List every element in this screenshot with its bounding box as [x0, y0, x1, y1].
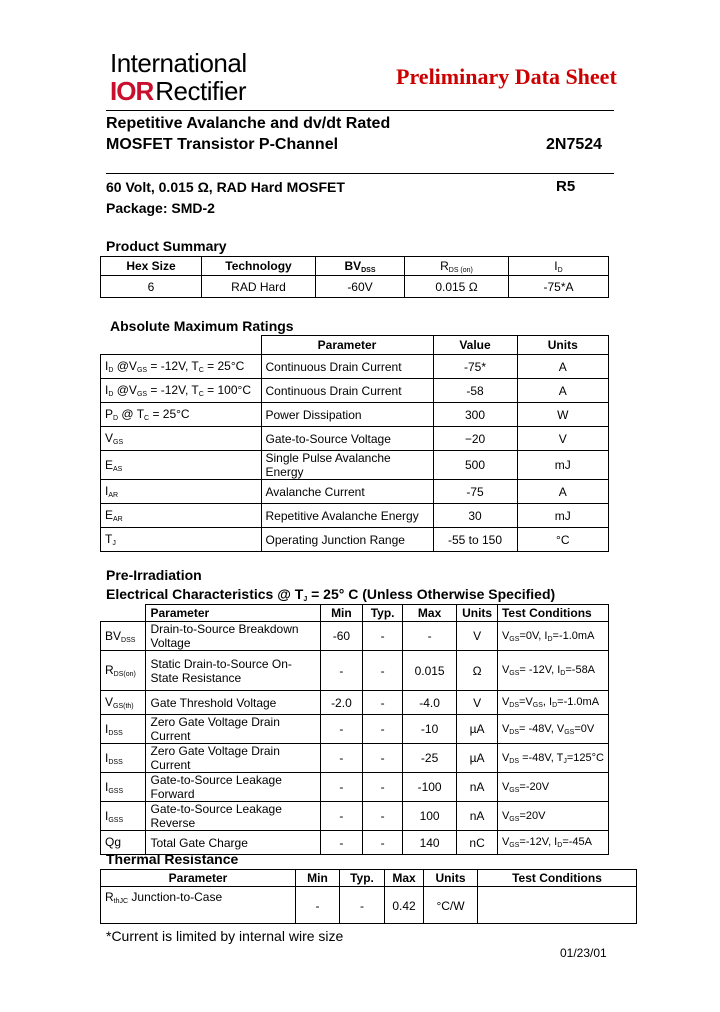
table-cell: °C/W: [424, 887, 478, 924]
symbol: V: [105, 695, 114, 709]
column-header: Test Conditions: [497, 605, 608, 622]
symbol: T: [105, 532, 113, 546]
column-header: Typ.: [340, 870, 385, 887]
divider: [106, 173, 614, 174]
symbol-subscript: D: [108, 391, 114, 398]
condition-text: =20V: [519, 809, 546, 822]
symbol: R: [105, 663, 114, 677]
parameter-cell: Gate-to-Source Leakage Reverse: [146, 802, 320, 831]
spec-line: 60 Volt, 0.015 Ω, RAD Hard MOSFET: [106, 179, 345, 195]
max-cell: -4.0: [402, 691, 456, 715]
condition-symbol: V: [501, 696, 510, 708]
parameter-cell: Gate-to-Source Leakage Forward: [146, 773, 320, 802]
symbol: I: [105, 359, 109, 373]
value-cell: 30: [433, 504, 517, 528]
table-cell: -75*A: [509, 276, 609, 298]
table-row: [101, 744, 609, 773]
table-cell: 0.015 Ω: [405, 276, 509, 298]
condition-subscript: GS: [509, 842, 520, 849]
symbol-cell: [101, 504, 262, 528]
pre-irradiation-heading: Pre-Irradiation: [106, 567, 202, 583]
column-header: Units: [457, 605, 498, 622]
table-header-row: [101, 605, 609, 622]
units-cell: nA: [457, 802, 498, 831]
condition-text: =-20V: [519, 780, 550, 793]
parameter-cell: Static Drain-to-Source On-State Resistance: [146, 651, 320, 691]
condition: = -12V, T: [147, 359, 199, 373]
test-conditions-cell: [497, 691, 608, 715]
divider: [106, 110, 614, 111]
table-row: [101, 691, 609, 715]
symbol: BV: [105, 628, 122, 643]
parameter-cell: Continuous Drain Current: [261, 379, 433, 403]
table-row: [101, 379, 609, 403]
condition-symbol: V: [501, 809, 510, 822]
condition-subscript: C: [144, 415, 150, 422]
symbol-subscript: D: [113, 415, 119, 422]
condition-subscript: GS: [509, 635, 520, 643]
condition-symbol: V: [501, 629, 510, 642]
company-logo-line2: [110, 76, 246, 107]
table-cell: RAD Hard: [202, 276, 316, 298]
table-row: [101, 715, 609, 744]
table-row: [101, 622, 609, 651]
symbol: P: [105, 407, 114, 421]
units-cell: V: [517, 427, 609, 451]
condition-subscript: C: [198, 391, 204, 398]
units-cell: V: [457, 691, 498, 715]
symbol-cell: [101, 427, 262, 451]
condition-text: =0V, I: [519, 629, 548, 642]
symbol: I: [105, 779, 109, 794]
max-cell: -: [402, 622, 456, 651]
condition-subscript: GS: [509, 786, 520, 794]
table-cell: -: [340, 887, 385, 924]
column-header: Value: [433, 336, 517, 355]
column-header: $R_{DS (on)}$: [405, 257, 509, 276]
column-header: Hex Size: [101, 257, 202, 276]
value-cell: -75*: [433, 355, 517, 379]
units-cell: µA: [457, 744, 498, 773]
symbol-subscript: AR: [108, 492, 119, 499]
parameter-cell: Continuous Drain Current: [261, 355, 433, 379]
condition-symbol: V: [501, 722, 510, 735]
units-cell: V: [457, 622, 498, 651]
table-row: [101, 802, 609, 831]
table-header-row: [101, 870, 637, 887]
ior-logo-mark: IOR: [110, 76, 154, 106]
symbol-cell: [101, 379, 262, 403]
max-cell: -10: [402, 715, 456, 744]
condition-text: =-12V, I: [519, 836, 558, 848]
symbol-cell: [101, 451, 262, 480]
symbol-cell: [101, 715, 146, 744]
condition-text: =-58A: [565, 664, 596, 676]
table-header-row: [101, 336, 609, 355]
parameter-cell: Zero Gate Voltage Drain Current: [146, 744, 320, 773]
condition: = 100°C: [203, 383, 251, 397]
parameter-cell: Power Dissipation: [261, 403, 433, 427]
abs-max-table: [100, 335, 609, 552]
symbol: I: [105, 808, 109, 823]
column-header: Typ.: [363, 605, 403, 622]
parameter-cell: Single Pulse Avalanche Energy: [261, 451, 433, 480]
revision: R5: [556, 178, 576, 195]
typ-cell: -: [363, 622, 403, 651]
test-conditions-cell: [497, 715, 608, 744]
value-cell: -58: [433, 379, 517, 403]
parameter-cell: Drain-to-Source Breakdown Voltage: [146, 622, 320, 651]
table-row: [101, 355, 609, 379]
value-cell: -55 to 150: [433, 528, 517, 552]
symbol: E: [105, 457, 114, 472]
condition-text: =V: [519, 696, 533, 708]
table-cell: -: [296, 887, 340, 924]
column-header: Parameter: [261, 336, 433, 355]
value-cell: 300: [433, 403, 517, 427]
elec-char-heading: Electrical Characteristics @ $T_J = 25^\circ$ C (Unless Otherwise Specified): [106, 586, 556, 603]
table-header-row: [101, 257, 609, 276]
units-cell: °C: [517, 528, 609, 552]
table-cell: $R_{thJC}$ Junction-to-Case: [101, 887, 296, 924]
parameter-cell: Gate-to-Source Voltage: [261, 427, 433, 451]
typ-cell: -: [363, 773, 403, 802]
condition-text: = -12V, I: [519, 664, 561, 676]
condition-subscript: GS: [136, 367, 148, 374]
column-header: Parameter: [101, 870, 296, 887]
min-cell: -: [320, 802, 363, 831]
symbol-subscript: GS: [113, 439, 124, 446]
condition-subscript: DS: [509, 757, 520, 765]
condition-subscript: DS: [509, 702, 520, 709]
parameter-cell: Operating Junction Range: [261, 528, 433, 552]
condition-subscript: GS: [509, 670, 520, 677]
symbol-subscript: D: [108, 367, 114, 374]
footnote: *Current is limited by internal wire size: [106, 928, 344, 944]
table-cell: 0.42: [385, 887, 424, 924]
table-cell: 6: [101, 276, 202, 298]
symbol-subscript: AR: [113, 516, 123, 523]
units-cell: W: [517, 403, 609, 427]
parameter-cell: Zero Gate Voltage Drain Current: [146, 715, 320, 744]
symbol-cell: [101, 528, 262, 552]
parameter-cell: Avalanche Current: [261, 480, 433, 504]
condition: = 25°C: [203, 359, 245, 373]
symbol: V: [105, 431, 114, 445]
max-cell: 100: [402, 802, 456, 831]
condition-text: , I: [542, 696, 553, 708]
condition-symbol: V: [501, 836, 510, 848]
column-header: Min: [320, 605, 363, 622]
symbol: I: [105, 750, 109, 765]
condition-text: =-45A: [562, 836, 592, 848]
symbol-cell: [101, 651, 146, 691]
typ-cell: -: [363, 715, 403, 744]
condition-subscript: D: [557, 842, 563, 849]
thermal-resistance-table: [100, 869, 637, 924]
symbol-subscript: DS(on): [113, 671, 136, 678]
min-cell: -: [320, 773, 363, 802]
column-header: Max: [385, 870, 424, 887]
symbol-subscript: GSS: [108, 816, 124, 824]
typ-cell: -: [363, 651, 403, 691]
parameter-cell: Gate Threshold Voltage: [146, 691, 320, 715]
condition: = 25°C: [149, 407, 190, 421]
max-cell: -25: [402, 744, 456, 773]
symbol-subscript: DSS: [108, 729, 123, 737]
doc-title-line1: Repetitive Avalanche and dv/dt Rated: [106, 115, 391, 132]
condition: = -12V, T: [147, 383, 199, 397]
test-conditions-cell: [497, 651, 608, 691]
preliminary-badge: Preliminary Data Sheet: [396, 64, 617, 89]
test-conditions-cell: [497, 744, 608, 773]
symbol-subscript: GSS: [108, 787, 124, 795]
symbol-cell: [101, 802, 146, 831]
table-row: [101, 651, 609, 691]
max-cell: 0.015: [402, 651, 456, 691]
symbol-cell: [101, 691, 146, 715]
symbol-cell: [101, 355, 262, 379]
condition-subscript: GS: [509, 815, 520, 823]
units-cell: Ω: [457, 651, 498, 691]
condition-subscript: GS: [532, 702, 543, 709]
min-cell: -: [320, 651, 363, 691]
condition-text: =0V: [574, 722, 595, 735]
column-header: Units: [424, 870, 478, 887]
condition-subscript: D: [552, 702, 558, 709]
min-cell: -60: [320, 622, 363, 651]
min-cell: -: [320, 831, 363, 855]
units-cell: nC: [457, 831, 498, 855]
test-conditions-cell: [497, 802, 608, 831]
company-logo-line1: International: [110, 48, 247, 78]
units-cell: mJ: [517, 451, 609, 480]
units-cell: A: [517, 355, 609, 379]
table-row: [101, 427, 609, 451]
column-header: $BV_{DSS}$: [316, 257, 405, 276]
column-header: Max: [402, 605, 456, 622]
test-conditions-cell: [497, 622, 608, 651]
part-number: 2N7524: [546, 136, 603, 153]
condition-symbol: V: [501, 780, 510, 793]
product-summary-table: [100, 256, 609, 298]
product-summary-heading: Product Summary: [106, 238, 227, 254]
table-row: [101, 528, 609, 552]
symbol-cell: [101, 403, 262, 427]
condition-subscript: D: [547, 635, 553, 643]
abs-max-heading: Absolute Maximum Ratings: [110, 318, 294, 334]
symbol: Qg: [105, 835, 122, 849]
min-cell: -: [320, 715, 363, 744]
symbol-cell: [101, 773, 146, 802]
condition: @V: [113, 359, 137, 373]
table-row: [101, 451, 609, 480]
column-header: Min: [296, 870, 340, 887]
symbol-subscript: GS(th): [113, 703, 134, 710]
condition-subscript: C: [198, 367, 204, 374]
doc-title-line2: MOSFET Transistor P-Channel: [106, 136, 339, 153]
condition-subscript: DS: [509, 728, 520, 736]
company-logo-rectifier: Rectifier: [155, 76, 247, 106]
condition-subscript: D: [560, 670, 566, 677]
symbol: I: [105, 484, 109, 498]
condition: @V: [113, 383, 137, 397]
test-conditions-cell: [497, 831, 608, 855]
condition-text: = -48V, V: [519, 722, 565, 735]
column-header: Parameter: [146, 605, 320, 622]
condition-symbol: V: [501, 751, 510, 764]
symbol: E: [105, 508, 114, 522]
blank-cell: [101, 605, 146, 622]
typ-cell: -: [363, 744, 403, 773]
max-cell: -100: [402, 773, 456, 802]
test-conditions-cell: [497, 773, 608, 802]
condition-text: =-48V, T: [519, 751, 564, 764]
parameter-cell: Repetitive Avalanche Energy: [261, 504, 433, 528]
symbol-cell: [101, 744, 146, 773]
symbol-cell: [101, 622, 146, 651]
blank-cell: [101, 336, 262, 355]
min-cell: -: [320, 744, 363, 773]
package-label: Package: SMD-2: [106, 200, 215, 216]
symbol: I: [105, 721, 109, 736]
table-row: [101, 773, 609, 802]
table-row: [101, 480, 609, 504]
max-cell: 140: [402, 831, 456, 855]
typ-cell: -: [363, 802, 403, 831]
units-cell: A: [517, 480, 609, 504]
symbol-cell: [101, 480, 262, 504]
units-cell: nA: [457, 773, 498, 802]
column-header: Units: [517, 336, 609, 355]
symbol: I: [105, 383, 109, 397]
table-cell: -60V: [316, 276, 405, 298]
value-cell: 500: [433, 451, 517, 480]
symbol-subscript: AS: [113, 465, 123, 473]
column-header: Test Conditions: [478, 870, 637, 887]
condition-text: =125°C: [566, 751, 604, 764]
column-header: Technology: [202, 257, 316, 276]
thermal-heading: Thermal Resistance: [106, 851, 239, 867]
column-header: $I_D$: [509, 257, 609, 276]
table-cell: [478, 887, 637, 924]
units-cell: A: [517, 379, 609, 403]
condition-subscript: GS: [564, 728, 575, 736]
condition-text: =-1.0mA: [552, 629, 595, 642]
condition-text: =-1.0mA: [557, 696, 600, 708]
condition-symbol: V: [501, 664, 510, 676]
typ-cell: -: [363, 831, 403, 855]
parameter-cell: Total Gate Charge: [146, 831, 320, 855]
condition-subscript: J: [563, 757, 567, 765]
typ-cell: -: [363, 691, 403, 715]
symbol-subscript: DSS: [108, 758, 123, 766]
table-row: [101, 504, 609, 528]
table-row: [101, 887, 637, 924]
value-cell: −20: [433, 427, 517, 451]
min-cell: -2.0: [320, 691, 363, 715]
electrical-characteristics-table: [100, 604, 609, 855]
symbol-subscript: DSS: [121, 636, 136, 644]
units-cell: µA: [457, 715, 498, 744]
table-row: [101, 276, 609, 298]
symbol-subscript: J: [112, 540, 116, 547]
condition: @ T: [118, 407, 145, 421]
units-cell: mJ: [517, 504, 609, 528]
condition-subscript: GS: [136, 391, 148, 398]
document-date: 01/23/01: [560, 946, 607, 960]
table-row: [101, 403, 609, 427]
value-cell: -75: [433, 480, 517, 504]
